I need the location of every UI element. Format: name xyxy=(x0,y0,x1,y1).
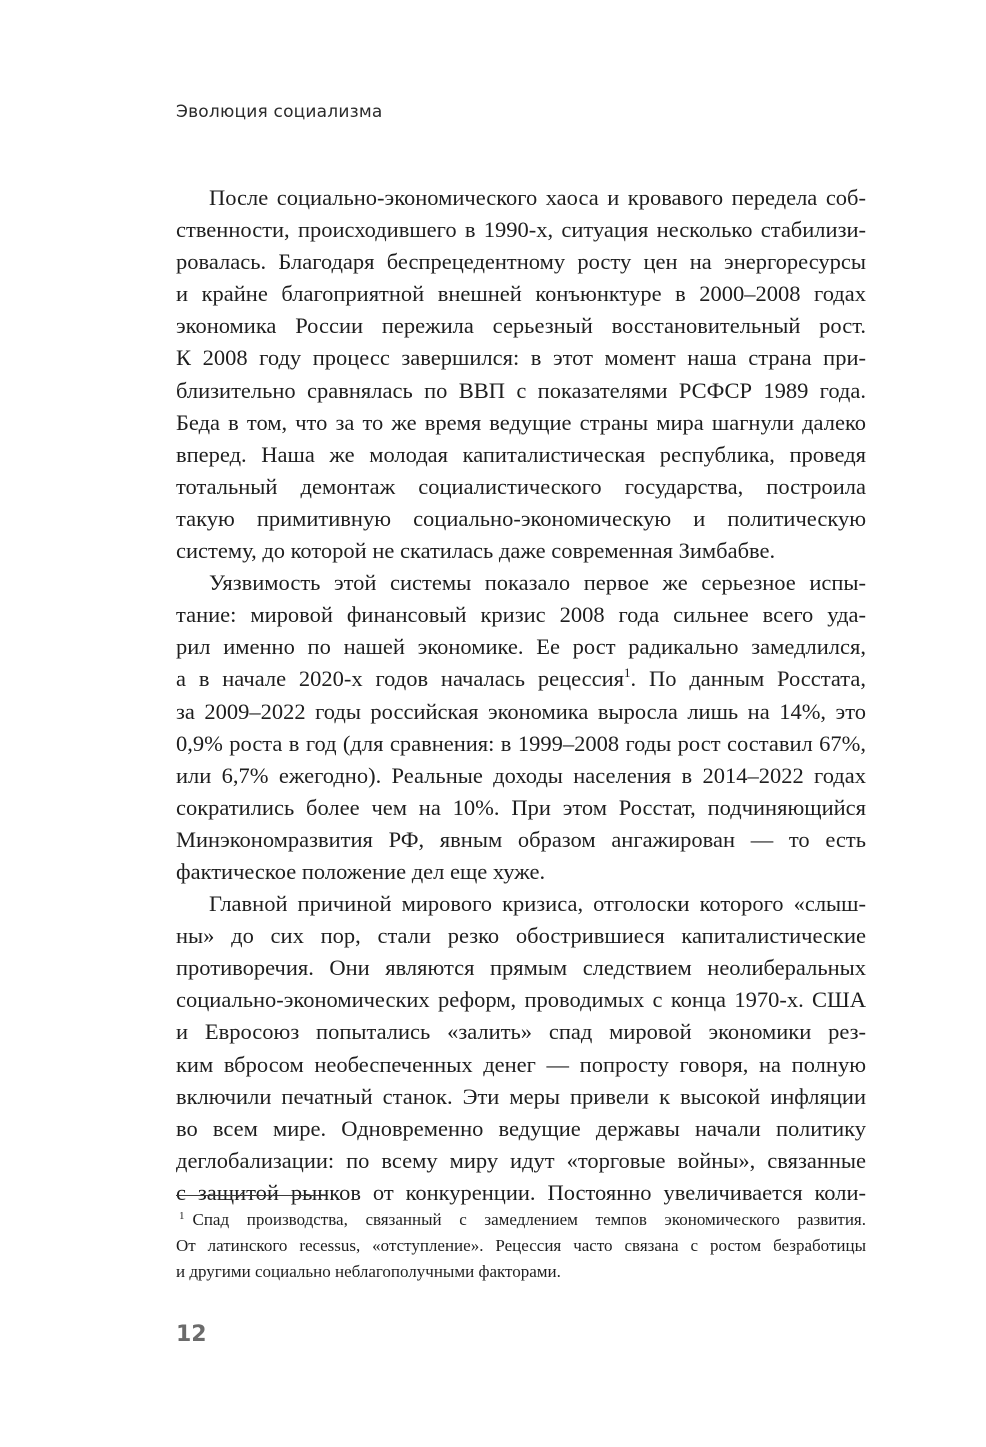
text-line: фактическое положение дел еще хуже. xyxy=(176,858,546,884)
footnote-divider xyxy=(176,1195,328,1196)
running-head: Эволюция социализма xyxy=(176,102,383,122)
text-segment: а в начале 2020-х годов началась рецессия xyxy=(176,666,625,692)
text-line: экономика России пережила серьезный восстановительный рост. xyxy=(176,313,866,339)
text-line: Уязвимость этой системы показало первое же серьезное испы- xyxy=(209,570,866,596)
paragraph-1 xyxy=(176,182,866,567)
text-line: тание: мировой финансовый кризис 2008 года сильнее всего уда- xyxy=(176,602,866,628)
text-line: рил именно по нашей экономике. Ее рост радикально замедлился, xyxy=(176,634,866,660)
text-line: После социально-экономического хаоса и кровавого передела соб- xyxy=(209,185,866,210)
text-line: социально-экономических реформ, проводимых с конца 1970-х. США xyxy=(176,987,866,1013)
text-line: близительно сравнялась по ВВП с показателями РСФСР 1989 года. xyxy=(176,377,866,403)
text-line: систему, до которой не скатилась даже современная Зимбабве. xyxy=(176,538,776,564)
text-line: Главной причиной мирового кризиса, отголоски которого «слыш- xyxy=(209,891,866,917)
text-line: ны» до сих пор, стали резко обострившиеся капиталистические xyxy=(176,923,866,949)
main-text xyxy=(176,182,866,1209)
paragraph-3 xyxy=(176,888,866,1209)
text-line: К 2008 году процесс завершился: в этот момент наша страна при- xyxy=(176,345,866,371)
text-line: ственности, происходившего в 1990-х, ситуация несколько стабилизи- xyxy=(176,217,866,243)
footnote-number: 1 xyxy=(179,1210,185,1222)
text-line: или 6,7% ежегодно). Реальные доходы населения в 2014–2022 годах xyxy=(176,762,866,788)
text-line: с защитой рынков от конкуренции. Постоянно увеличивается коли- xyxy=(176,1179,866,1205)
text-line: ким вбросом необеспеченных денег — попросту говоря, на полную xyxy=(176,1051,866,1077)
footnote-text: Спад производства, связанный с замедлением темпов экономического развития. xyxy=(192,1210,866,1229)
text-line: Беда в том, что за то же время ведущие страны мира шагнули далеко xyxy=(176,409,866,435)
text-line: и Евросоюз попытались «залить» спад мировой экономики рез- xyxy=(176,1019,866,1045)
text-line: включили печатный станок. Эти меры привели к высокой инфляции xyxy=(176,1083,866,1109)
text-line: такую примитивную социально-экономическую и политическую xyxy=(176,505,866,531)
text-line-with-footnote xyxy=(176,663,866,695)
paragraph-2 xyxy=(176,567,866,888)
text-line: тотальный демонтаж социалистического государства, построила xyxy=(176,473,866,499)
text-line: ровалась. Благодаря беспрецедентному росту цен на энергоресурсы xyxy=(176,249,866,275)
footnote-line: и другими социально неблагополучными факторами. xyxy=(176,1262,561,1281)
footnote-reference[interactable]: 1 xyxy=(624,665,631,681)
text-line: за 2009–2022 годы российская экономика выросла лишь на 14%, это xyxy=(176,698,866,724)
page-number: 12 xyxy=(176,1322,207,1347)
footnote-line: От латинского recessus, «отступление». Рецессия часто связана с ростом безработицы xyxy=(176,1236,866,1255)
text-segment: . По данным Росстата, xyxy=(630,666,866,692)
footnote xyxy=(176,1207,866,1285)
text-line: Минэкономразвития РФ, явным образом ангажирован — то есть xyxy=(176,826,866,852)
text-line: вперед. Наша же молодая капиталистическая республика, проведя xyxy=(176,441,866,467)
text-line: во всем мире. Одновременно ведущие державы начали политику xyxy=(176,1115,866,1141)
text-line: 0,9% роста в год (для сравнения: в 1999–2008 годы рост составил 67%, xyxy=(176,730,866,756)
text-line: противоречия. Они являются прямым следствием неолиберальных xyxy=(176,955,866,981)
text-line: сократились более чем на 10%. При этом Росстат, подчиняющийся xyxy=(176,794,866,820)
footnote-line xyxy=(176,1207,866,1233)
text-line: деглобализации: по всему миру идут «торговые войны», связанные xyxy=(176,1147,866,1173)
text-line: и крайне благоприятной внешней конъюнктуре в 2000–2008 годах xyxy=(176,281,866,307)
